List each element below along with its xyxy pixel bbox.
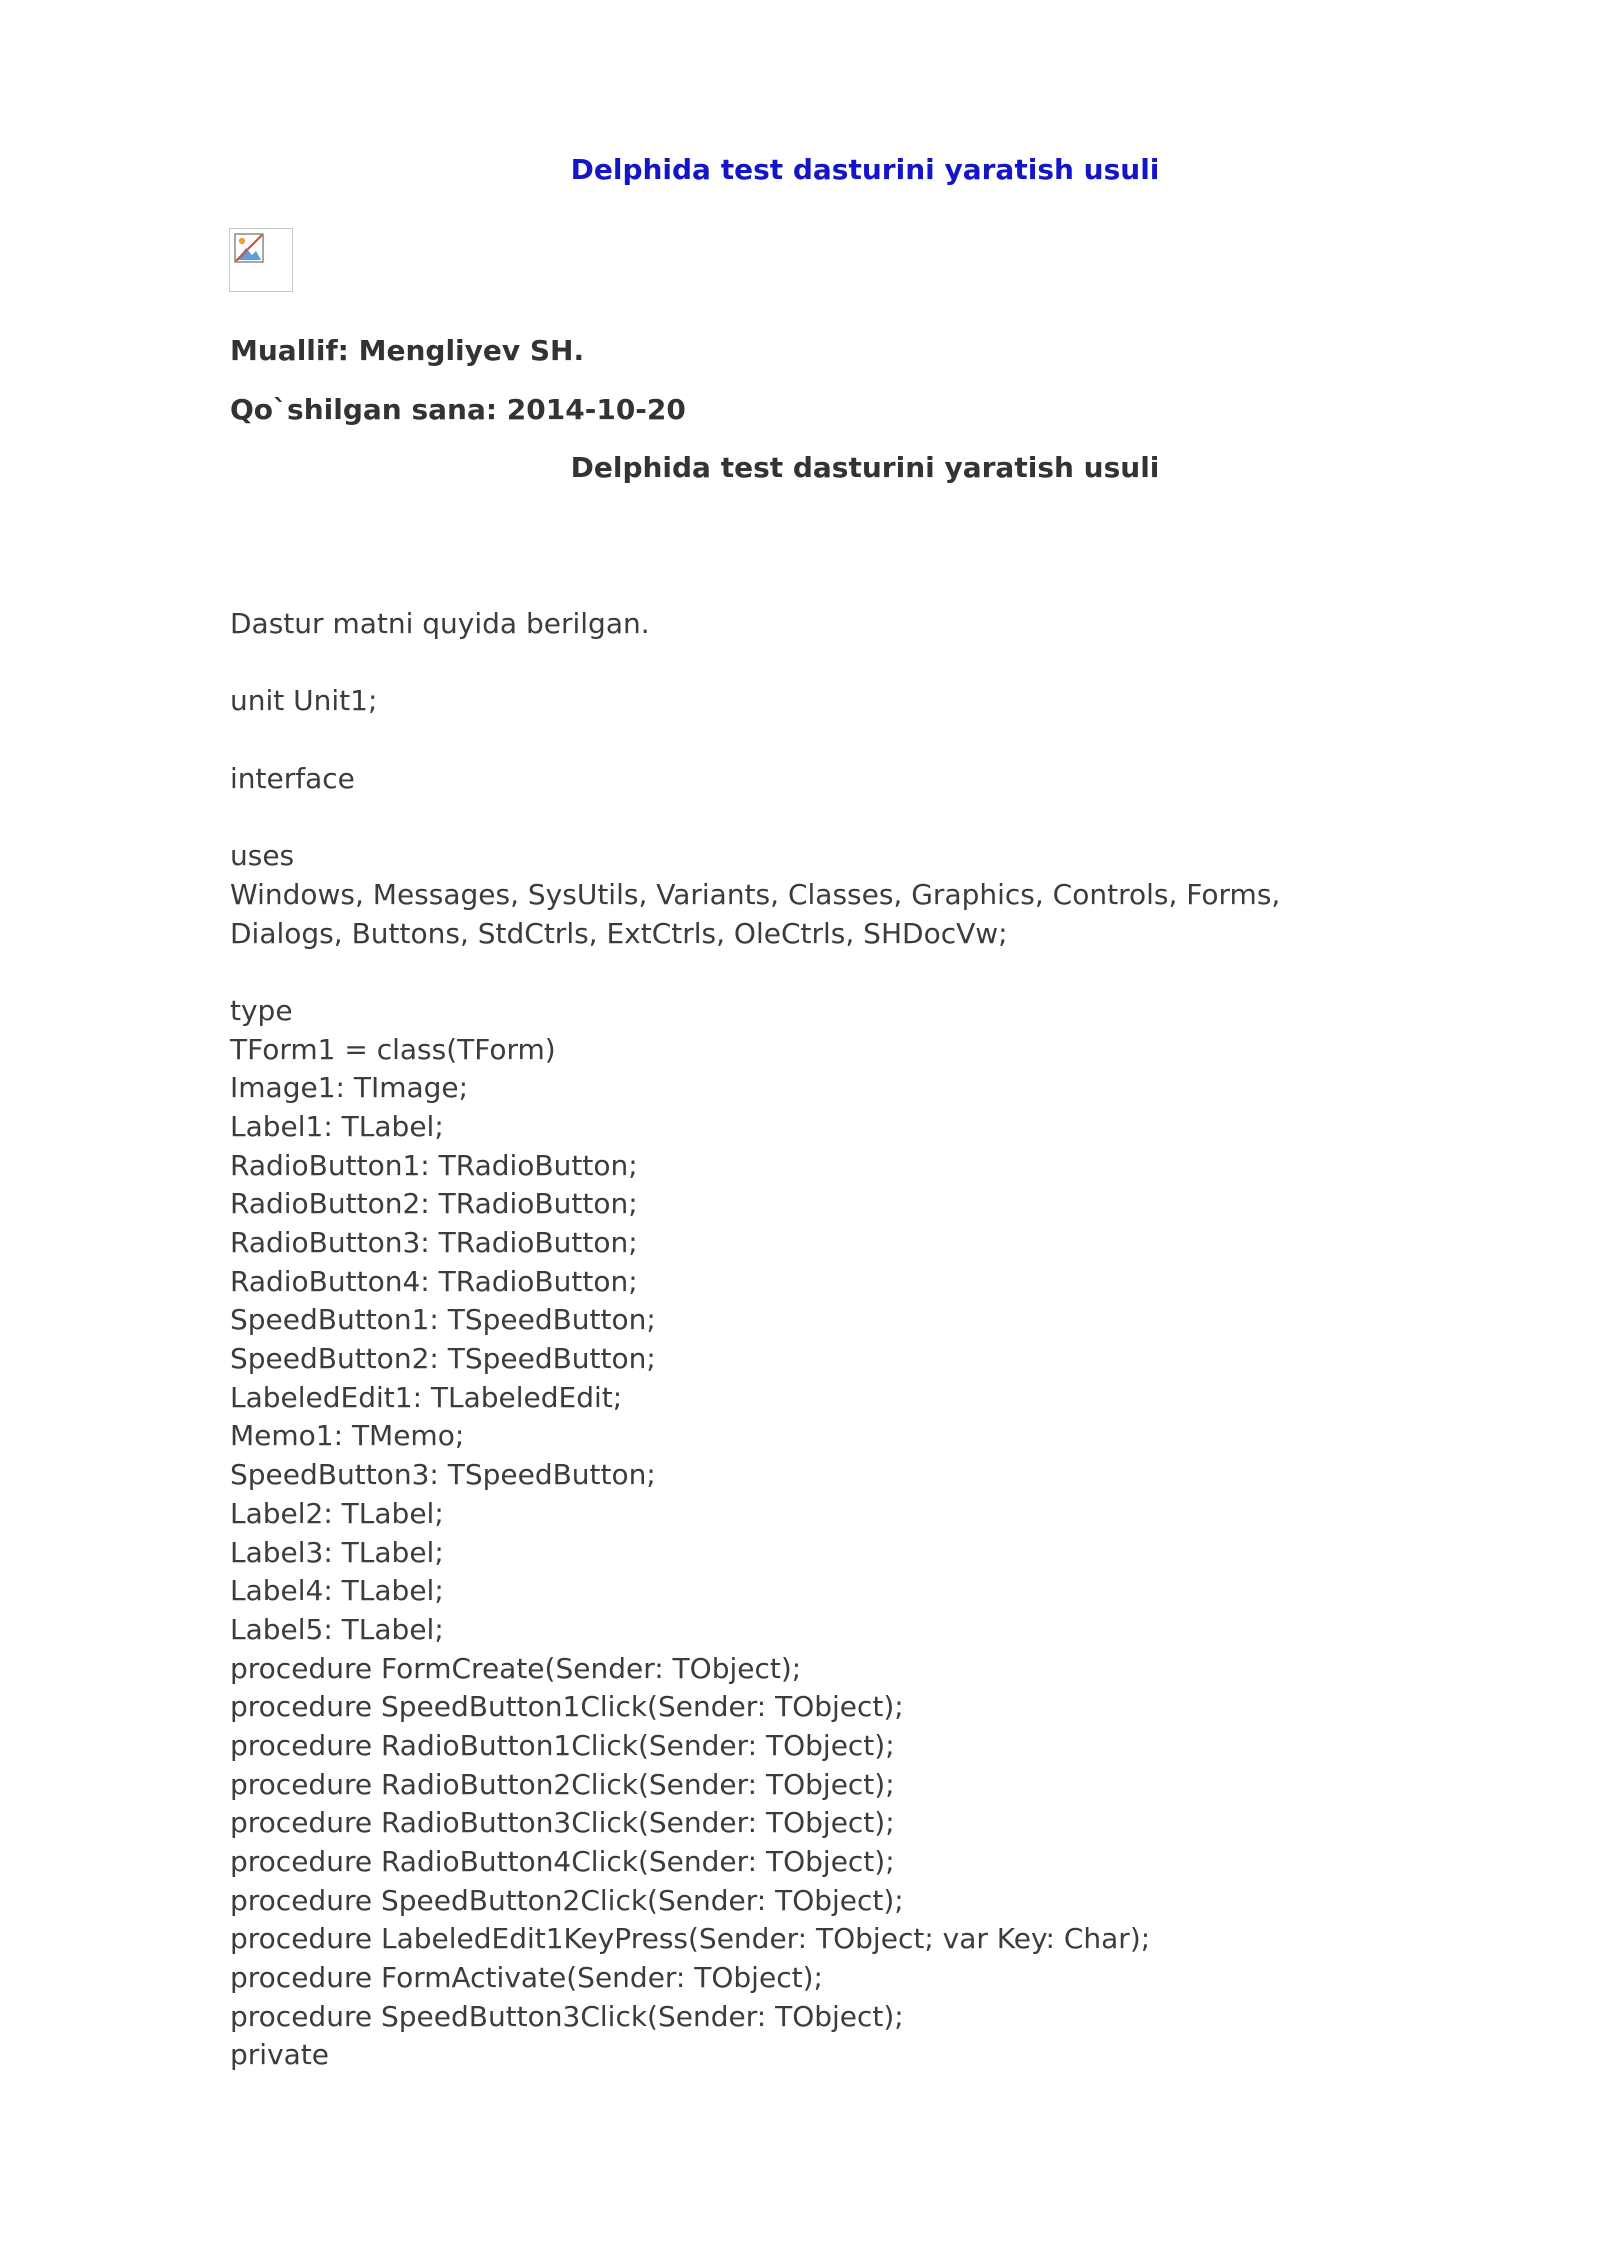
code-line: procedure LabeledEdit1KeyPress(Sender: TObject; var Key: Char); [230,1922,1151,1956]
code-line: Windows, Messages, SysUtils, Variants, Classes, Graphics, Controls, Forms, [230,877,1281,911]
blank-line [230,798,1380,837]
code-line: private [230,2038,329,2072]
code-line: Label4: TLabel; [230,1574,444,1608]
blank-line [230,721,1380,760]
code-line: RadioButton4: TRadioButton; [230,1264,638,1298]
code-line: procedure SpeedButton1Click(Sender: TObject); [230,1690,904,1724]
code-line: procedure RadioButton3Click(Sender: TObject); [230,1806,895,1840]
code-line: Label3: TLabel; [230,1535,444,1569]
code-line: TForm1 = class(TForm) [230,1032,556,1066]
image-placeholder-icon [232,231,266,265]
code-line: Label5: TLabel; [230,1612,444,1646]
code-block [230,682,1380,2075]
blank-line [230,953,1380,992]
code-line: SpeedButton1: TSpeedButton; [230,1303,656,1337]
code-line: procedure RadioButton4Click(Sender: TObject); [230,1845,895,1878]
code-line: procedure SpeedButton2Click(Sender: TObject); [230,1883,904,1917]
code-line: interface [230,761,355,795]
code-line: RadioButton2: TRadioButton; [230,1187,638,1221]
intro-text: Dastur matni quyida berilgan. [230,607,650,640]
article-subtitle: Delphida test dasturini yaratish usuli [570,451,1160,484]
article-body [230,605,1380,2075]
code-line: procedure FormCreate(Sender: TObject); [230,1651,802,1685]
code-line: Memo1: TMemo; [230,1419,465,1453]
code-line: Image1: TImage; [230,1071,469,1105]
code-line: Label2: TLabel; [230,1496,444,1530]
code-line: LabeledEdit1: TLabeledEdit; [230,1380,623,1414]
code-line: Dialogs, Buttons, StdCtrls, ExtCtrls, OleCtrls, SHDocVw; [230,916,1008,950]
code-line: procedure RadioButton2Click(Sender: TObject); [230,1767,895,1801]
code-line: procedure RadioButton1Click(Sender: TObject); [230,1728,895,1762]
code-line: Label1: TLabel; [230,1109,444,1143]
broken-image-icon [229,228,293,292]
paragraph-gap [230,644,1380,683]
code-line: uses [230,839,295,873]
code-line: SpeedButton2: TSpeedButton; [230,1342,656,1376]
code-line: procedure FormActivate(Sender: TObject); [230,1961,823,1995]
date-added-line: Qo`shilgan sana: 2014-10-20 [230,393,686,426]
author-line: Muallif: Mengliyev SH. [230,334,585,367]
code-line: RadioButton3: TRadioButton; [230,1226,638,1259]
code-line: unit Unit1; [230,684,378,718]
article-title-link[interactable]: Delphida test dasturini yaratish usuli [570,153,1160,186]
code-line: procedure SpeedButton3Click(Sender: TObject); [230,1999,904,2033]
code-line: type [230,993,293,1027]
code-line: RadioButton1: TRadioButton; [230,1148,638,1182]
code-line: SpeedButton3: TSpeedButton; [230,1458,656,1492]
